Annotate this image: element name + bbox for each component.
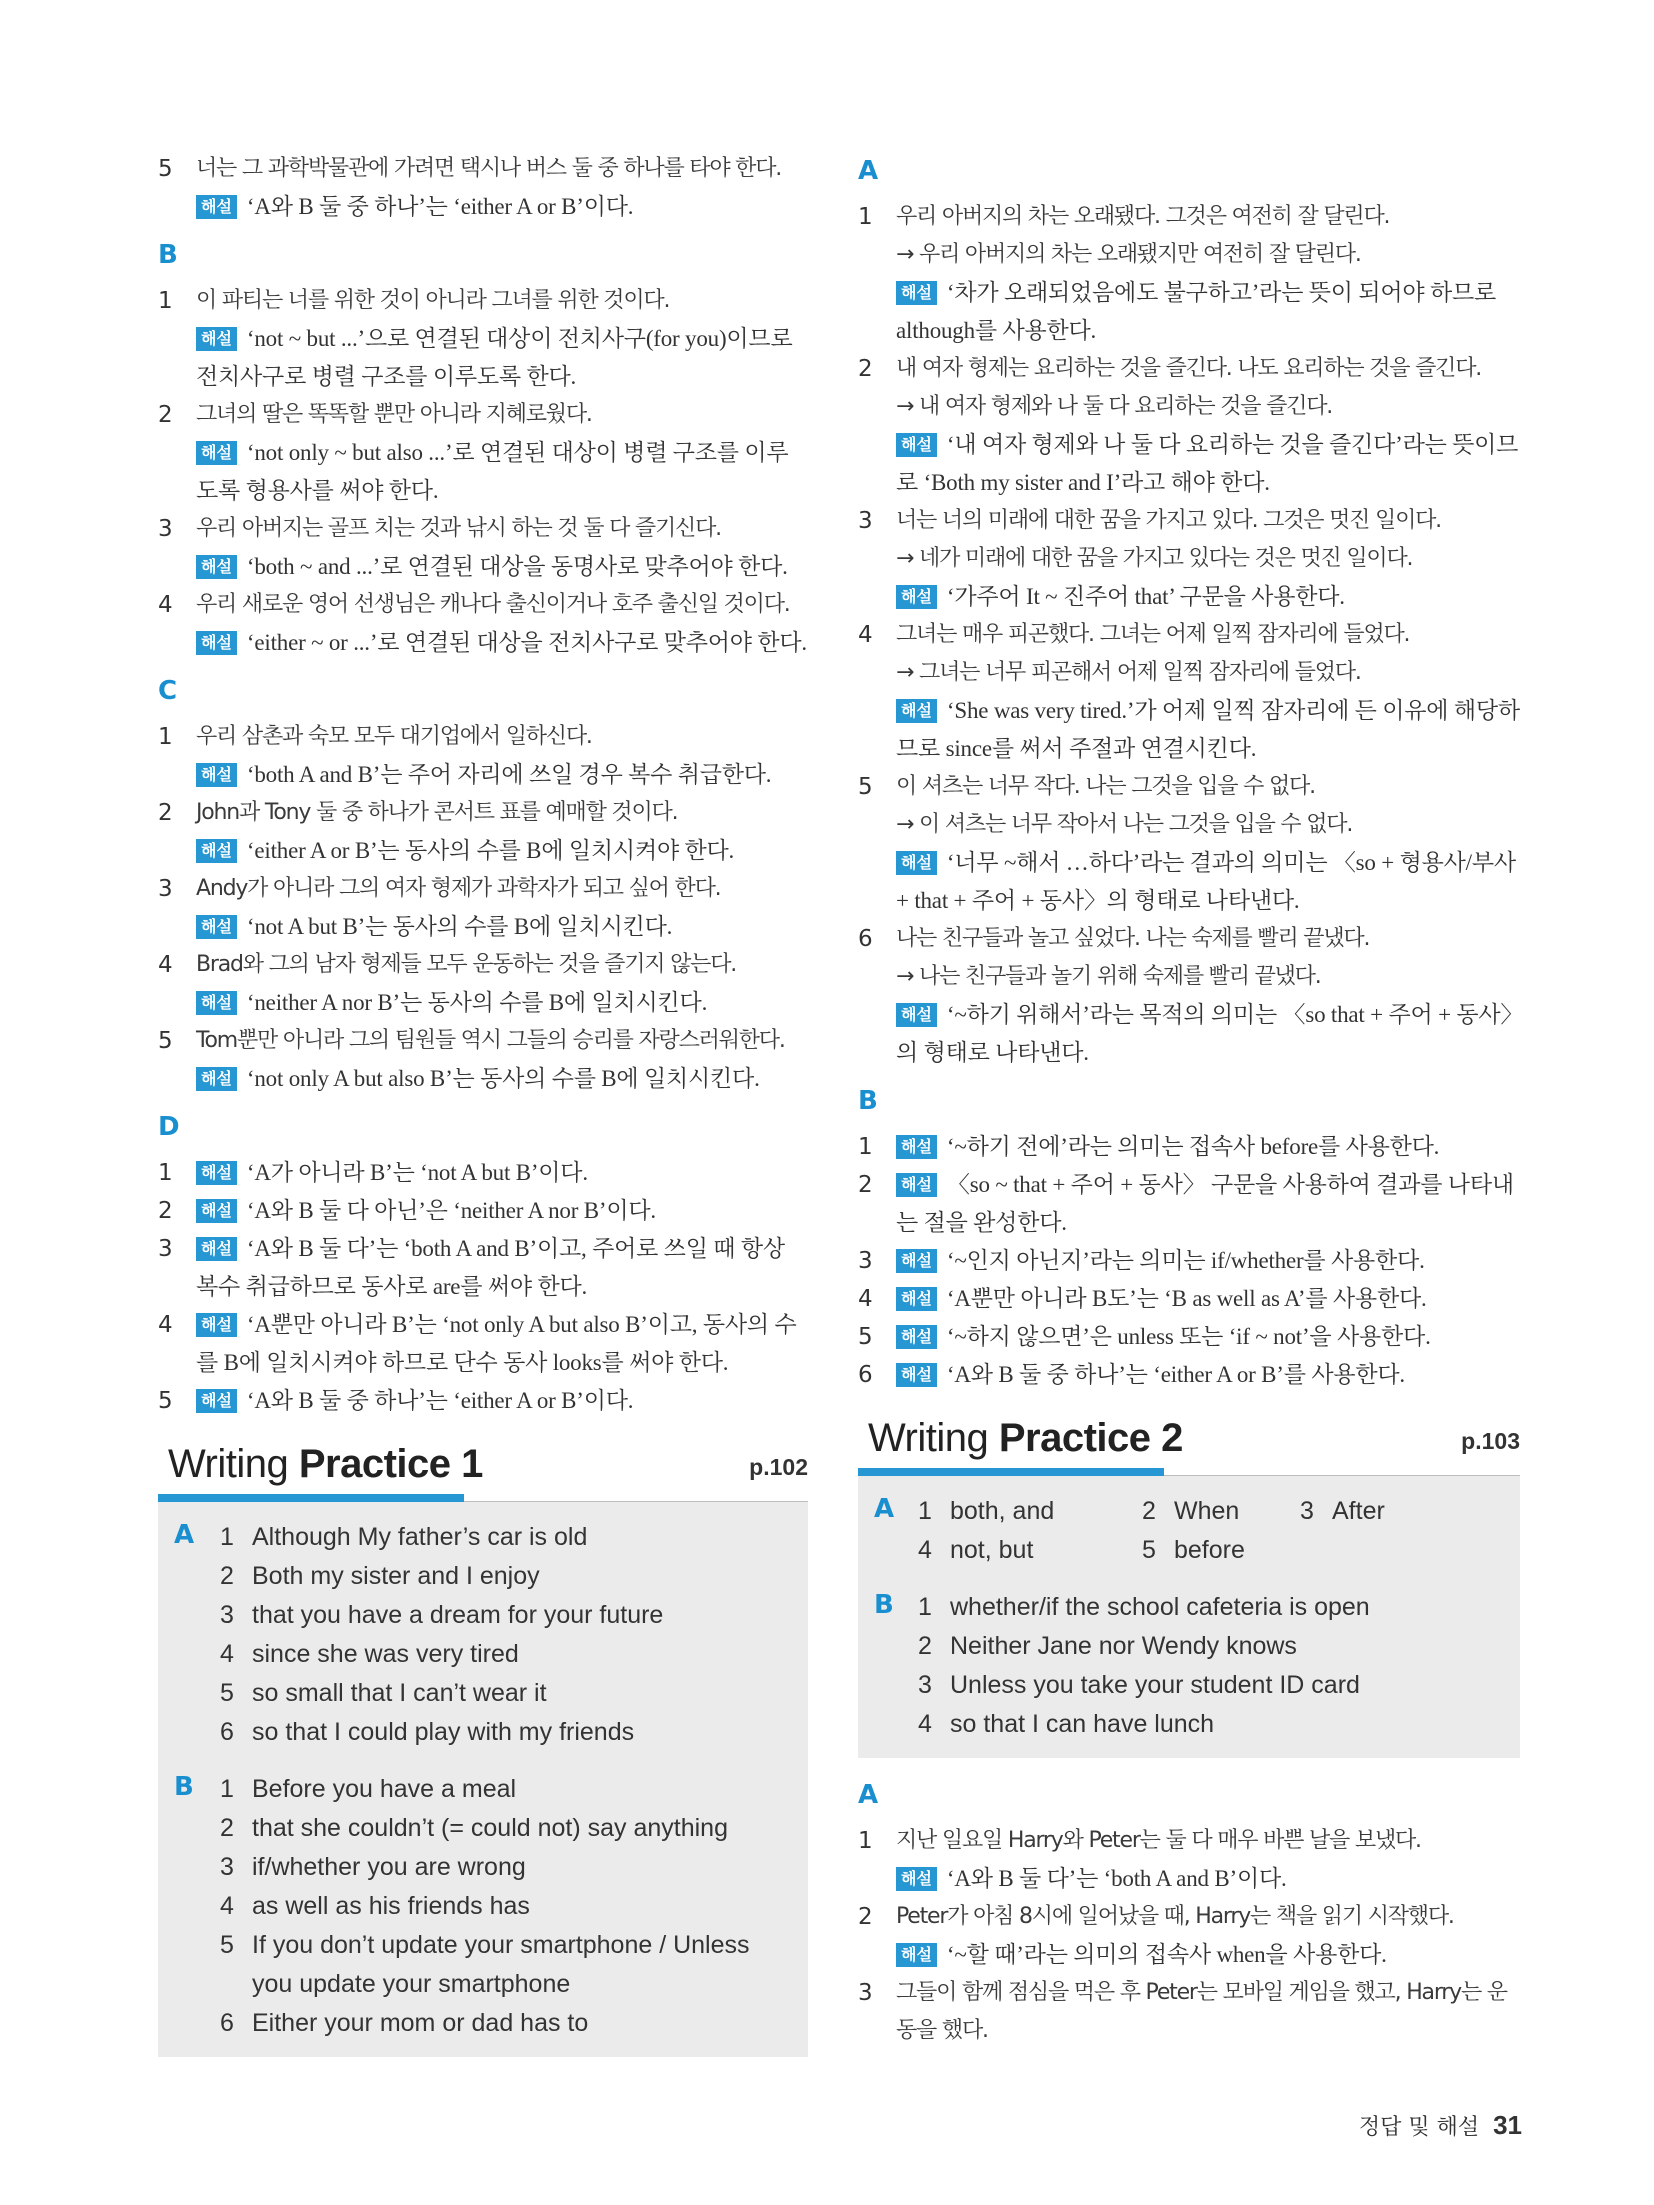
explanation-text: ‘~하기 전에’라는 의미는 접속사 before를 사용한다. xyxy=(946,1134,1440,1159)
explanation-text: ‘not ~ but ...’으로 연결된 대상이 전치사구(for you)이므로 전치사구로 병렬 구조를 이루도록 한다. xyxy=(196,326,793,389)
page-footer xyxy=(1359,2110,1522,2141)
explanation-badge: 해설 xyxy=(896,1287,937,1311)
explanation xyxy=(196,832,808,870)
explanation-text: ‘A뿐만 아니라 B’는 ‘not only A but also B’이고, 동사의 수를 B에 일치시켜야 하므로 단수 동사 looks를 써야 한다. xyxy=(196,1312,797,1375)
explanation xyxy=(896,844,1520,920)
explanation-badge: 해설 xyxy=(196,991,237,1015)
explanation-text: ‘A뿐만 아니라 B도’는 ‘B as well as A’를 사용한다. xyxy=(946,1286,1427,1311)
explanation-badge: 해설 xyxy=(896,1173,937,1197)
explanation xyxy=(896,692,1520,768)
exercise-item xyxy=(158,946,808,1022)
answer-cell xyxy=(1142,1492,1300,1531)
answer-number: 2 xyxy=(220,1562,234,1590)
explanation xyxy=(196,1192,808,1230)
explanation-text: ‘A와 B 둘 중 하나’는 ‘either A or B’이다. xyxy=(246,1388,634,1413)
answer-text: Both my sister and I enjoy xyxy=(252,1562,540,1590)
answer-row xyxy=(918,1627,1520,1666)
writing-practice-2-header xyxy=(858,1414,1520,1476)
answer-number: 4 xyxy=(220,1892,234,1920)
exercise-item xyxy=(858,1356,1520,1394)
exercise-item xyxy=(858,350,1520,502)
explanation-text: ‘A와 B 둘 중 하나’는 ‘either A or B’이다. xyxy=(246,194,634,219)
item-number: 4 xyxy=(858,622,873,648)
answer-text: whether/if the school cafeteria is open xyxy=(950,1593,1370,1621)
answer-group-a xyxy=(158,1518,808,1752)
korean-sentence: 너는 그 과학박물관에 가려면 택시나 버스 둘 중 하나를 타야 한다. xyxy=(196,156,782,181)
exercise-item xyxy=(858,1166,1520,1242)
answer-number: 1 xyxy=(220,1775,234,1803)
korean-sentence: 내 여자 형제는 요리하는 것을 즐긴다. 나도 요리하는 것을 즐긴다. xyxy=(896,356,1482,381)
explanation-text: ‘not only A but also B’는 동사의 수를 B에 일치시킨다. xyxy=(246,1066,760,1091)
item-number: 2 xyxy=(858,1172,873,1198)
exercise-item xyxy=(858,1974,1520,2050)
item-number: 4 xyxy=(158,1312,173,1338)
explanation-text: ‘~인지 아닌지’라는 의미는 if/whether를 사용한다. xyxy=(946,1248,1425,1273)
korean-sentence: 우리 아버지의 차는 오래됐다. 그것은 여전히 잘 달린다. xyxy=(896,204,1390,229)
answer-group-b xyxy=(158,1770,808,2043)
item-number: 3 xyxy=(858,1980,873,2006)
answer-number: 1 xyxy=(220,1523,234,1551)
korean-sentence: 이 셔츠는 너무 작다. 나는 그것을 입을 수 없다. xyxy=(896,774,1315,799)
answer-number: 4 xyxy=(220,1640,234,1668)
exercise-item xyxy=(858,920,1520,1072)
explanation-badge: 해설 xyxy=(196,195,237,219)
item-number: 5 xyxy=(858,1324,873,1350)
korean-sentence: Brad와 그의 남자 형제들 모두 운동하는 것을 즐기지 않는다. xyxy=(196,952,737,977)
answer-box xyxy=(858,1476,1520,1758)
korean-sentence: 너는 너의 미래에 대한 꿈을 가지고 있다. 그것은 멋진 일이다. xyxy=(896,508,1441,533)
section-letter-b: B xyxy=(158,240,178,270)
korean-sentence: 지난 일요일 Harry와 Peter는 둘 다 매우 바쁜 날을 보냈다. xyxy=(896,1828,1421,1853)
item-number: 2 xyxy=(158,800,173,826)
answer-row xyxy=(918,1531,1520,1570)
answer-row xyxy=(918,1705,1520,1744)
item-number: 3 xyxy=(858,1248,873,1274)
answer-text: Before you have a meal xyxy=(252,1775,517,1803)
item-number: 1 xyxy=(858,1134,873,1160)
korean-sentence: John과 Tony 둘 중 하나가 콘서트 표를 예매할 것이다. xyxy=(196,800,678,825)
explanation xyxy=(196,1230,808,1306)
exercise-item xyxy=(158,794,808,870)
explanation-text: ‘~하기 위해서’라는 목적의 의미는 〈so that + 주어 + 동사〉의 형태로 나타낸다. xyxy=(896,1002,1512,1065)
explanation-text: ‘A와 B 둘 다 아닌’은 ‘neither A nor B’이다. xyxy=(246,1198,656,1223)
explanation xyxy=(196,624,808,662)
explanation-badge: 해설 xyxy=(896,1325,937,1349)
explanation xyxy=(196,1382,808,1420)
explanation-text: ‘차가 오래되었음에도 불구하고’라는 뜻이 되어야 하므로 although를 사용한다. xyxy=(896,280,1497,343)
section-letter-a: A xyxy=(858,156,879,186)
explanation-badge: 해설 xyxy=(196,1067,237,1091)
explanation-badge: 해설 xyxy=(896,281,937,305)
explanation xyxy=(896,1128,1520,1166)
explanation-badge: 해설 xyxy=(196,1389,237,1413)
explanation-badge: 해설 xyxy=(896,585,937,609)
korean-rewrite: → 나는 친구들과 놀기 위해 숙제를 빨리 끝냈다. xyxy=(896,964,1321,989)
answer-row xyxy=(220,1635,808,1674)
explanation xyxy=(196,1306,808,1382)
item-number: 6 xyxy=(858,926,873,952)
item-number: 3 xyxy=(158,516,173,542)
explanation-badge: 해설 xyxy=(196,327,237,351)
korean-sentence: 우리 삼촌과 숙모 모두 대기업에서 일하신다. xyxy=(196,724,592,749)
exercise-item xyxy=(858,1242,1520,1280)
explanation-text: ‘A가 아니라 B’는 ‘not A but B’이다. xyxy=(246,1160,588,1185)
explanation-text: ‘A와 B 둘 중 하나’는 ‘either A or B’를 사용한다. xyxy=(946,1362,1405,1387)
item-number: 2 xyxy=(158,1198,173,1224)
korean-sentence: Tom뿐만 아니라 그의 팀원들 역시 그들의 승리를 자랑스러워한다. xyxy=(196,1028,785,1053)
answer-number: 4 xyxy=(918,1536,932,1564)
item-number: 1 xyxy=(858,204,873,230)
section-letter-b: B xyxy=(858,1086,878,1116)
item-number: 5 xyxy=(158,156,173,182)
answer-number: 5 xyxy=(1142,1536,1156,1564)
explanation-text: ‘~하지 않으면’은 unless 또는 ‘if ~ not’을 사용한다. xyxy=(946,1324,1431,1349)
section-letter-d: D xyxy=(158,1112,180,1142)
answer-cell xyxy=(918,1531,1142,1570)
exercise-item xyxy=(858,502,1520,616)
exercise-item xyxy=(158,150,808,226)
korean-sentence: 나는 친구들과 놀고 싶었다. 나는 숙제를 빨리 끝냈다. xyxy=(896,926,1370,951)
explanation-badge: 해설 xyxy=(896,1135,937,1159)
explanation-badge: 해설 xyxy=(196,1161,237,1185)
explanation xyxy=(196,548,808,586)
right-column xyxy=(858,150,1520,2050)
explanation-text: ‘A와 B 둘 다’는 ‘both A and B’이고, 주어로 쓰일 때 항상 복수 취급하므로 동사로 are를 써야 한다. xyxy=(196,1236,785,1299)
exercise-item xyxy=(858,1822,1520,1898)
explanation-text: ‘not only ~ but also ...’로 연결된 대상이 병렬 구조를 이루도록 형용사를 써야 한다. xyxy=(196,440,789,503)
answer-row xyxy=(220,1770,808,1809)
explanation-text: ‘both ~ and ...’로 연결된 대상을 동명사로 맞추어야 한다. xyxy=(246,554,788,579)
answer-row xyxy=(220,1596,808,1635)
exercise-item xyxy=(158,510,808,586)
section-title xyxy=(868,1416,1183,1461)
item-number: 1 xyxy=(858,1828,873,1854)
item-number: 1 xyxy=(158,1160,173,1186)
exercise-item xyxy=(858,1280,1520,1318)
title-light: Writing xyxy=(868,1416,989,1460)
explanation-badge: 해설 xyxy=(196,763,237,787)
explanation xyxy=(196,320,808,396)
section-title xyxy=(168,1442,483,1487)
answer-text: Although My father’s car is old xyxy=(252,1523,588,1551)
explanation xyxy=(896,1166,1520,1242)
answer-text: not, but xyxy=(950,1536,1034,1564)
item-number: 3 xyxy=(158,876,173,902)
explanation xyxy=(196,1154,808,1192)
exercise-item xyxy=(158,870,808,946)
exercise-item xyxy=(158,396,808,510)
answer-row xyxy=(918,1588,1520,1627)
answer-text: If you don’t update your smartphone / Unless xyxy=(252,1931,750,1959)
explanation-text: ‘A와 B 둘 다’는 ‘both A and B’이다. xyxy=(946,1866,1287,1891)
answer-row xyxy=(220,1713,808,1752)
explanation-text: ‘내 여자 형제와 나 둘 다 요리하는 것을 즐긴다’라는 뜻이므로 ‘Both my sister and I’라고 해야 한다. xyxy=(896,432,1519,495)
item-number: 2 xyxy=(858,356,873,382)
explanation-text: ‘가주어 It ~ 진주어 that’ 구문을 사용한다. xyxy=(946,584,1345,609)
explanation-text: ‘너무 ~해서 …하다’라는 결과의 의미는 〈so + 형용사/부사 + that + 주어 + 동사〉의 형태로 나타낸다. xyxy=(896,850,1516,913)
answer-row xyxy=(220,1557,808,1596)
explanation-text: ‘either A or B’는 동사의 수를 B에 일치시켜야 한다. xyxy=(246,838,735,863)
explanation xyxy=(196,434,808,510)
explanation-text: ‘~할 때’라는 의미의 접속사 when을 사용한다. xyxy=(946,1942,1387,1967)
exercise-item xyxy=(158,1306,808,1382)
explanation xyxy=(896,1356,1520,1394)
answer-text: so that I could play with my friends xyxy=(252,1718,635,1746)
accent-bar xyxy=(858,1468,1164,1476)
answer-number: 4 xyxy=(918,1710,932,1738)
exercise-item xyxy=(858,768,1520,920)
item-number: 2 xyxy=(158,402,173,428)
explanation-badge: 해설 xyxy=(896,1249,937,1273)
item-number: 4 xyxy=(158,952,173,978)
korean-sentence: 우리 새로운 영어 선생님은 캐나다 출신이거나 호주 출신일 것이다. xyxy=(196,592,790,617)
answer-text: both, and xyxy=(950,1497,1055,1525)
answer-text: if/whether you are wrong xyxy=(252,1853,526,1881)
explanation-badge: 해설 xyxy=(896,699,937,723)
left-column xyxy=(158,150,808,2057)
answer-group-a xyxy=(858,1492,1520,1570)
item-number: 1 xyxy=(158,724,173,750)
explanation xyxy=(896,426,1520,502)
explanation-badge: 해설 xyxy=(196,915,237,939)
answer-text: that she couldn’t (= could not) say anything xyxy=(252,1814,728,1842)
explanation-badge: 해설 xyxy=(196,1313,237,1337)
exercise-item xyxy=(158,586,808,662)
explanation-text: ‘neither A nor B’는 동사의 수를 B에 일치시킨다. xyxy=(246,990,708,1015)
answer-number: 2 xyxy=(918,1632,932,1660)
korean-rewrite: → 우리 아버지의 차는 오래됐지만 여전히 잘 달린다. xyxy=(896,242,1361,267)
explanation xyxy=(896,1936,1520,1974)
explanation-badge: 해설 xyxy=(896,1363,937,1387)
answer-text: as well as his friends has xyxy=(252,1892,530,1920)
answer-row xyxy=(220,1809,808,1848)
item-number: 5 xyxy=(158,1028,173,1054)
explanation xyxy=(896,1318,1520,1356)
korean-sentence: 그녀는 매우 피곤했다. 그녀는 어제 일찍 잠자리에 들었다. xyxy=(896,622,1410,647)
exercise-item xyxy=(858,198,1520,350)
page-reference: p.102 xyxy=(749,1454,808,1480)
answer-text: After xyxy=(1332,1497,1385,1525)
answer-text: When xyxy=(1174,1497,1240,1525)
explanation-badge: 해설 xyxy=(196,1199,237,1223)
explanation-badge: 해설 xyxy=(896,433,937,457)
exercise-item xyxy=(158,718,808,794)
title-bold: Practice 1 xyxy=(298,1442,483,1486)
exercise-item xyxy=(158,1192,808,1230)
answer-number: 1 xyxy=(918,1497,932,1525)
answer-cell xyxy=(1300,1492,1458,1531)
writing-practice-1-header xyxy=(158,1440,808,1502)
title-bold: Practice 2 xyxy=(998,1416,1183,1460)
answer-number: 1 xyxy=(918,1593,932,1621)
exercise-item xyxy=(858,1128,1520,1166)
korean-rewrite: → 내 여자 형제와 나 둘 다 요리하는 것을 즐긴다. xyxy=(896,394,1333,419)
answer-text: that you have a dream for your future xyxy=(252,1601,664,1629)
item-number: 5 xyxy=(858,774,873,800)
answer-text: Either your mom or dad has to xyxy=(252,2009,589,2037)
explanation-badge: 해설 xyxy=(196,555,237,579)
answer-row xyxy=(220,2004,808,2043)
answer-number: 2 xyxy=(220,1814,234,1842)
section-letter-a: A xyxy=(858,1780,879,1810)
group-letter: A xyxy=(174,1520,195,1550)
answer-row xyxy=(220,1887,808,1926)
explanation-badge: 해설 xyxy=(196,1237,237,1261)
explanation-badge: 해설 xyxy=(896,1003,937,1027)
korean-sentence: Andy가 아니라 그의 여자 형제가 과학자가 되고 싶어 한다. xyxy=(196,876,721,901)
exercise-item xyxy=(858,616,1520,768)
explanation-text: ‘both A and B’는 주어 자리에 쓰일 경우 복수 취급한다. xyxy=(246,762,772,787)
exercise-item xyxy=(858,1898,1520,1974)
footer-label: 정답 및 해설 xyxy=(1358,2115,1480,2140)
explanation xyxy=(196,984,808,1022)
answer-number: 3 xyxy=(1300,1497,1314,1525)
group-letter: B xyxy=(874,1590,894,1620)
answer-row xyxy=(918,1492,1520,1531)
explanation xyxy=(196,1060,808,1098)
answer-text: before xyxy=(1174,1536,1245,1564)
page-reference: p.103 xyxy=(1461,1428,1520,1454)
exercise-item xyxy=(858,1318,1520,1356)
explanation xyxy=(896,1280,1520,1318)
item-number: 3 xyxy=(858,508,873,534)
korean-sentence: Peter가 아침 8시에 일어났을 때, Harry는 책을 읽기 시작했다. xyxy=(896,1904,1454,1929)
answer-number: 5 xyxy=(220,1931,234,1959)
korean-rewrite: → 네가 미래에 대한 꿈을 가지고 있다는 것은 멋진 일이다. xyxy=(896,546,1413,571)
answer-number: 3 xyxy=(918,1671,932,1699)
answer-row xyxy=(220,1926,808,1965)
explanation xyxy=(896,578,1520,616)
item-number: 5 xyxy=(158,1388,173,1414)
answer-row-continuation: you update your smartphone xyxy=(252,1970,571,1998)
answer-cell xyxy=(918,1492,1142,1531)
answer-cell xyxy=(1142,1531,1300,1570)
item-number: 2 xyxy=(858,1904,873,1930)
explanation-text: ‘either ~ or ...’로 연결된 대상을 전치사구로 맞추어야 한다. xyxy=(246,630,807,655)
explanation xyxy=(196,908,808,946)
explanation xyxy=(896,1860,1520,1898)
explanation-badge: 해설 xyxy=(196,441,237,465)
explanation-text: ‘She was very tired.’가 어제 일찍 잠자리에 든 이유에 해당하므로 since를 써서 주절과 연결시킨다. xyxy=(896,698,1520,761)
answer-row xyxy=(918,1666,1520,1705)
item-number: 4 xyxy=(158,592,173,618)
answer-number: 6 xyxy=(220,2009,234,2037)
title-light: Writing xyxy=(168,1442,289,1486)
answer-number: 6 xyxy=(220,1718,234,1746)
section-letter-c: C xyxy=(158,676,178,706)
korean-rewrite: → 그녀는 너무 피곤해서 어제 일찍 잠자리에 들었다. xyxy=(896,660,1361,685)
explanation xyxy=(196,188,808,226)
answer-number: 3 xyxy=(220,1601,234,1629)
exercise-item xyxy=(158,1022,808,1098)
korean-sentence: 그들이 함께 점심을 먹은 후 Peter는 모바일 게임을 했고, Harry는 운동을 했다. xyxy=(896,1980,1507,2043)
exercise-item xyxy=(158,1154,808,1192)
answer-group-b xyxy=(858,1588,1520,1744)
explanation xyxy=(896,274,1520,350)
group-letter: B xyxy=(174,1772,194,1802)
explanation xyxy=(896,1242,1520,1280)
item-number: 4 xyxy=(858,1286,873,1312)
answer-row xyxy=(220,1674,808,1713)
korean-sentence: 이 파티는 너를 위한 것이 아니라 그녀를 위한 것이다. xyxy=(196,288,670,313)
answer-number: 3 xyxy=(220,1853,234,1881)
accent-bar xyxy=(158,1494,464,1502)
explanation-badge: 해설 xyxy=(196,839,237,863)
exercise-item xyxy=(158,1382,808,1420)
answer-text: so that I can have lunch xyxy=(950,1710,1215,1738)
answer-box xyxy=(158,1502,808,2057)
explanation-badge: 해설 xyxy=(896,1943,937,1967)
answer-text: so small that I can’t wear it xyxy=(252,1679,547,1707)
explanation-text: 〈so ~ that + 주어 + 동사〉 구문을 사용하여 결과를 나타내는 절을 완성한다. xyxy=(896,1172,1514,1235)
page-number: 31 xyxy=(1493,2110,1522,2140)
answer-number: 2 xyxy=(1142,1497,1156,1525)
explanation xyxy=(896,996,1520,1072)
explanation-badge: 해설 xyxy=(896,851,937,875)
exercise-item xyxy=(158,282,808,396)
item-number: 3 xyxy=(158,1236,173,1262)
exercise-item xyxy=(158,1230,808,1306)
answer-number: 5 xyxy=(220,1679,234,1707)
korean-rewrite: → 이 셔츠는 너무 작아서 나는 그것을 입을 수 없다. xyxy=(896,812,1353,837)
explanation xyxy=(196,756,808,794)
korean-sentence: 그녀의 딸은 똑똑할 뿐만 아니라 지혜로웠다. xyxy=(196,402,592,427)
answer-text: Unless you take your student ID card xyxy=(950,1671,1360,1699)
item-number: 6 xyxy=(858,1362,873,1388)
explanation-badge: 해설 xyxy=(196,631,237,655)
answer-text: since she was very tired xyxy=(252,1640,519,1668)
answer-text: Neither Jane nor Wendy knows xyxy=(950,1632,1297,1660)
korean-sentence: 우리 아버지는 골프 치는 것과 낚시 하는 것 둘 다 즐기신다. xyxy=(196,516,721,541)
explanation-badge: 해설 xyxy=(896,1867,937,1891)
item-number: 1 xyxy=(158,288,173,314)
answer-row xyxy=(220,1518,808,1557)
group-letter: A xyxy=(874,1494,895,1524)
explanation-text: ‘not A but B’는 동사의 수를 B에 일치시킨다. xyxy=(246,914,673,939)
answer-row xyxy=(220,1848,808,1887)
